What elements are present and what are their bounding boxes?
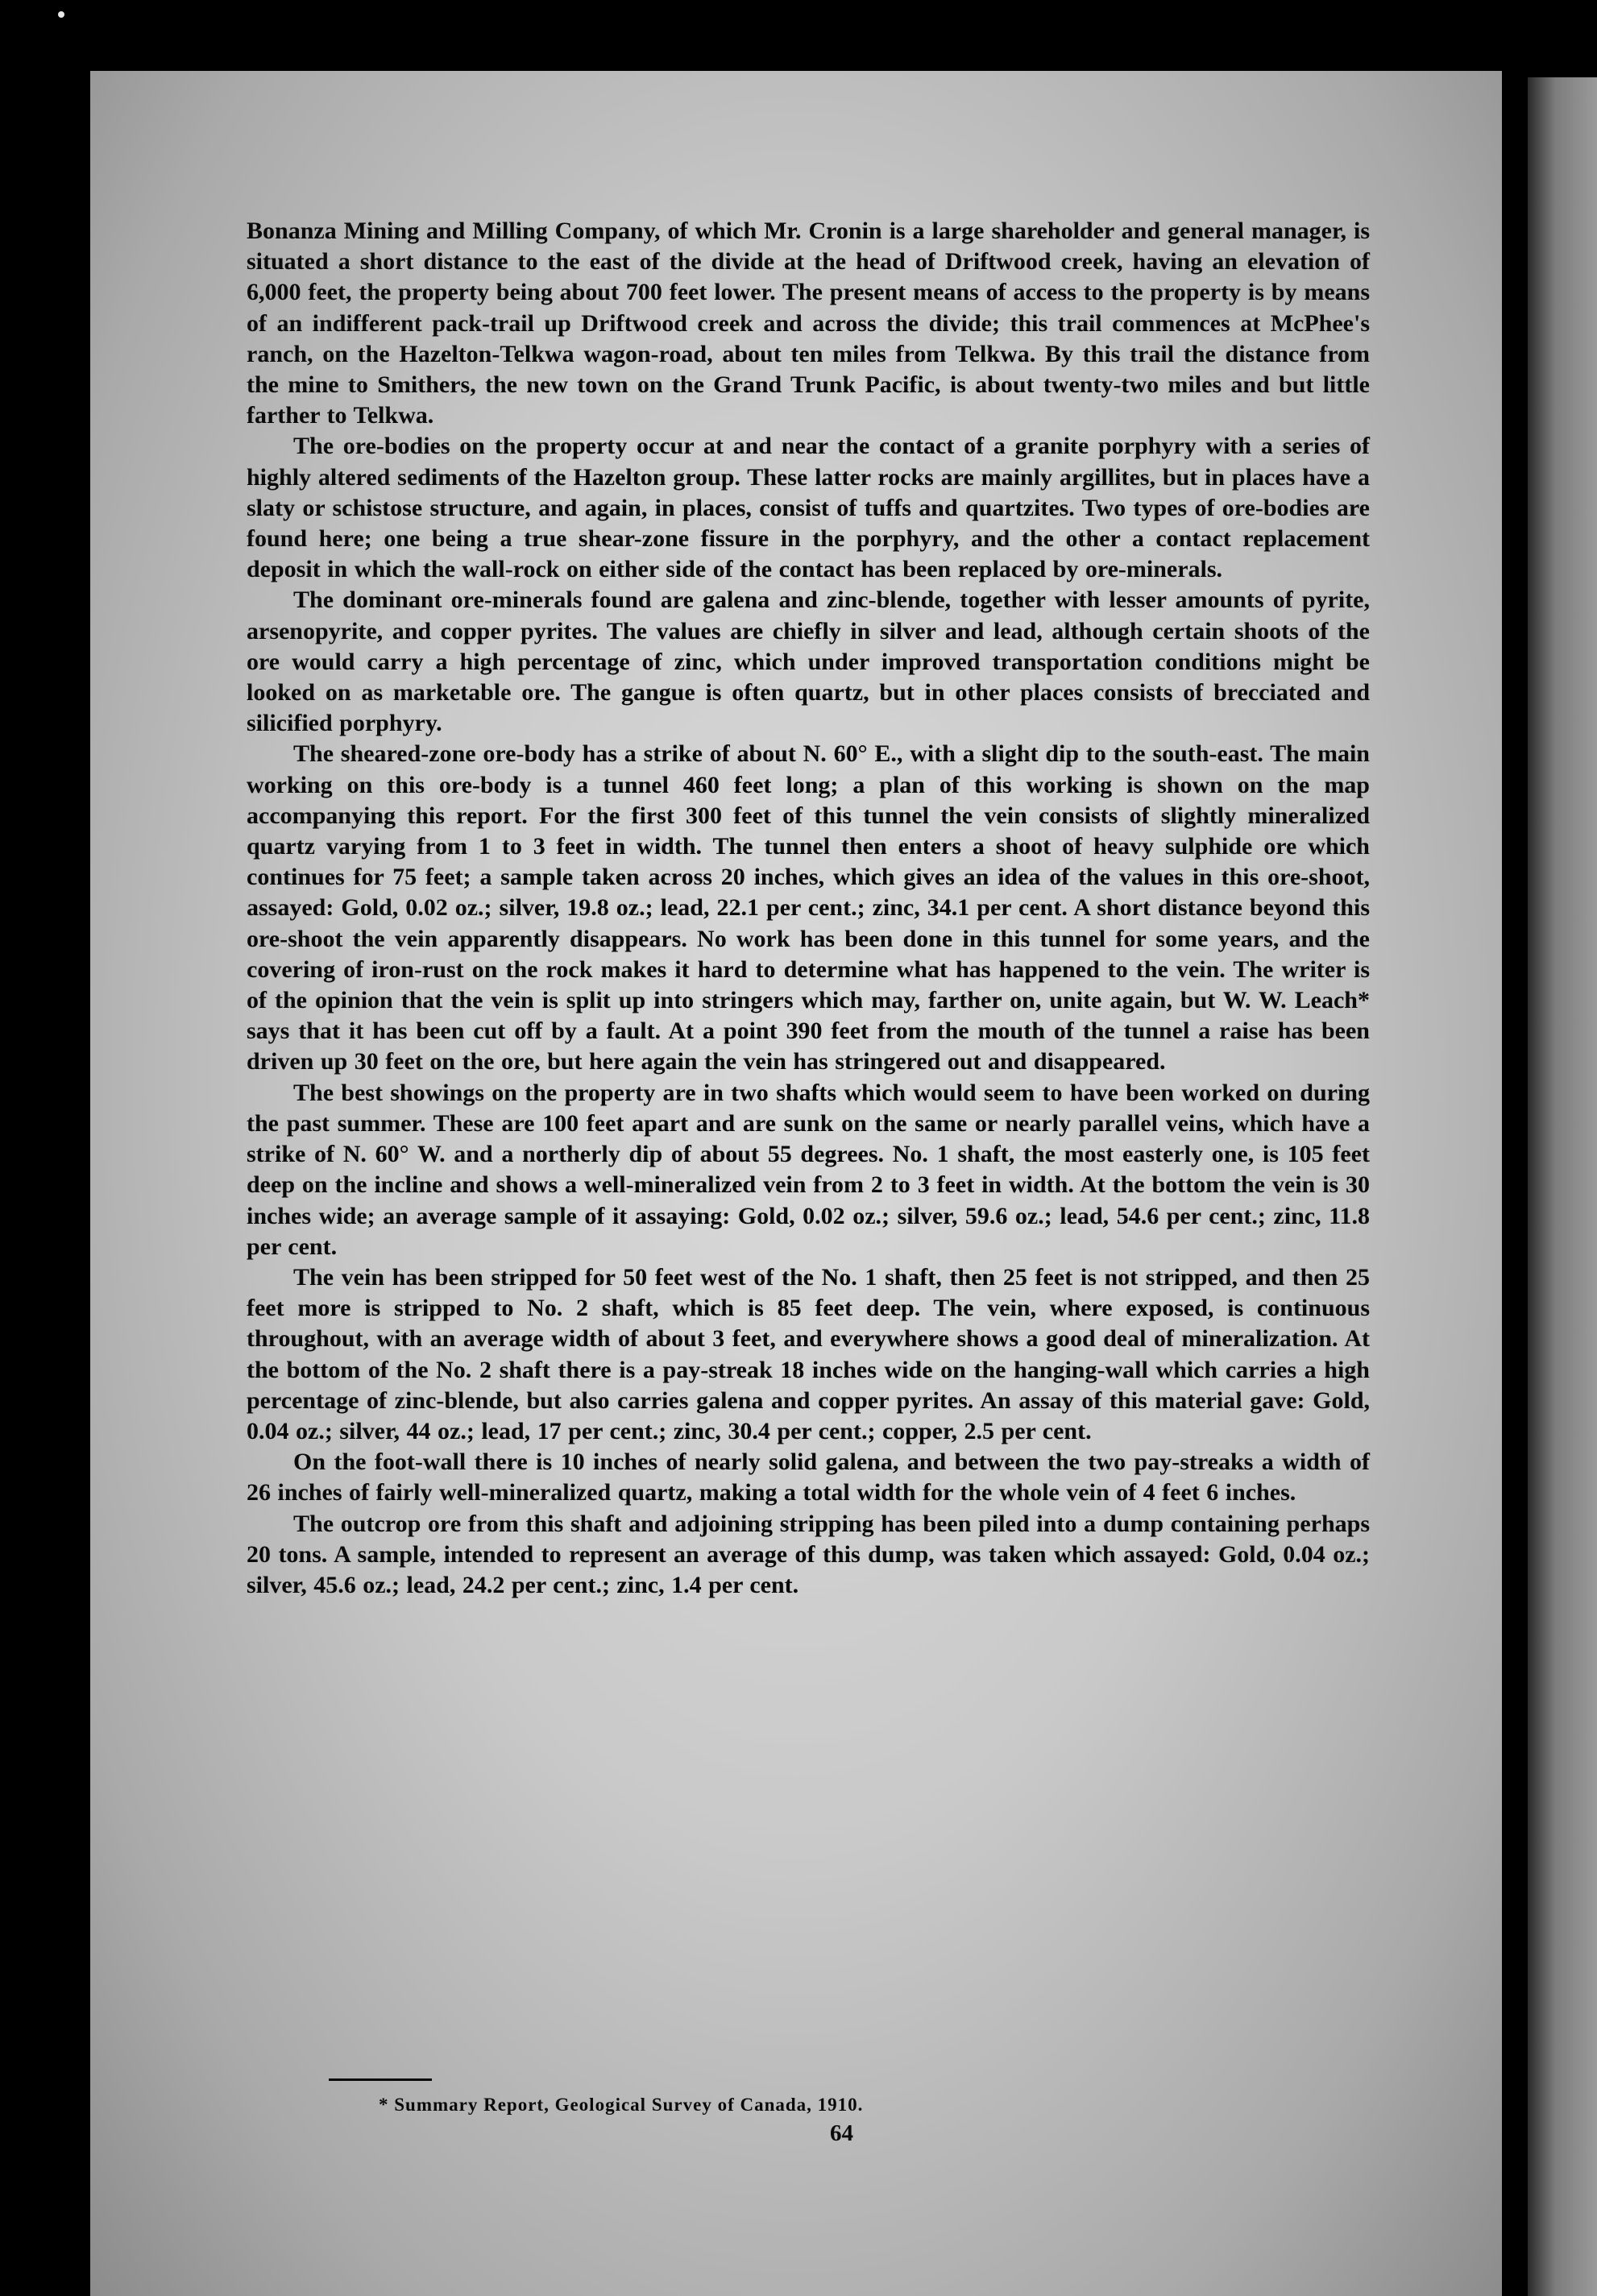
paragraph-shafts: The best showings on the property are in two shafts which would seem to have been worked on during the past summer. These are 100 feet apart and are sunk on the same or nearly parallel veins, which have a strike of N. 60° W. and a northerly dip of about 55 degrees. No. 1 shaft, the most easterly one, is 105 feet deep on the incline and shows a well-mineralized vein from 2 to 3 feet in width. At the bottom the vein is 30 inches wide; an average sample of it assaying: Gold, 0.02 oz.; silver, 59.6 oz.; lead, 54.6 per cent.; zinc, 11.8 per cent.	[247, 1079, 1370, 1260]
scan-speck	[58, 11, 64, 18]
facing-page-edge	[1528, 77, 1597, 2296]
paragraph-ore-minerals: The dominant ore-minerals found are galena and zinc-blende, together with lesser amounts of pyrite, arsenopyrite, and copper pyrites. The values are chiefly in silver and lead, although certain shoots of the ore would carry a high percentage of zinc, which under improved transportation conditions might be looked on as marketable ore. The gangue is often quartz, but in other places consists of brecciated and silicified porphyry.	[247, 586, 1370, 737]
paragraph-ore-bodies: The ore-bodies on the property occur at and near the contact of a granite porphyry with a series of highly altered sediments of the Hazelton group. These latter rocks are mainly argillites, but in places have a slaty or schistose structure, and again, in places, consist of tuffs and quartzites. Two types of ore-bodies are found here; one being a true shear-zone fissure in the porphyry, and the other a contact replacement deposit in which the wall-rock on either side of the contact has been replaced by ore-minerals.	[247, 433, 1370, 583]
paragraph-sheared-zone: The sheared-zone ore-body has a strike of about N. 60° E., with a slight dip to the south-east. The main working on this ore-body is a tunnel 460 feet long; a plan of this working is shown on the map accompanying this report. For the first 300 feet of this tunnel the vein consists of slightly mineralized quartz varying from 1 to 3 feet in width. The tunnel then enters a shoot of heavy sulphide ore which continues for 75 feet; a sample taken across 20 inches, which gives an idea of the values in this ore-shoot, assayed: Gold, 0.02 oz.; silver, 19.8 oz.; lead, 22.1 per cent.; zinc, 34.1 per cent. A short distance beyond this ore-shoot the vein apparently disappears. No work has been done in this tunnel for some years, and the covering of iron-rust on the rock makes it hard to determine what has happened to the vein. The writer is of the opinion that the vein is split up into stringers which may, farther on, unite again, but W. W. Leach* says that it has been cut off by a fault. At a point 390 feet from the mouth of the tunnel a raise has been driven up 30 feet on the ore, but here again the vein has stringered out and disappeared.	[247, 740, 1370, 1075]
page-number: 64	[830, 2120, 853, 2146]
footnote-divider	[329, 2078, 432, 2081]
paragraph-bonanza-company: Bonanza Mining and Milling Company, of which Mr. Cronin is a large shareholder and general manager, is situated a short distance to the east of the divide at the head of Driftwood creek, having an elevation of 6,000 feet, the property being about 700 feet lower. The present means of access to the property is by means of an indifferent pack-trail up Driftwood creek and across the divide; this trail commences at McPhee's ranch, on the Hazelton-Telkwa wagon-road, about ten miles from Telkwa. By this trail the distance from the mine to Smithers, the new town on the Grand Trunk Pacific, is about twenty-two miles and but little farther to Telkwa.	[247, 218, 1370, 429]
body-text	[247, 216, 1370, 1601]
paragraph-foot-wall: On the foot-wall there is 10 inches of nearly solid galena, and between the two pay-streaks a width of 26 inches of fairly well-mineralized quartz, making a total width for the whole vein of 4 feet 6 inches.	[247, 1448, 1370, 1506]
footnote: * Summary Report, Geological Survey of Canada, 1910.	[379, 2095, 864, 2115]
paragraph-outcrop-dump: The outcrop ore from this shaft and adjoining stripping has been piled into a dump containing perhaps 20 tons. A sample, intended to represent an average of this dump, was taken which assayed: Gold, 0.04 oz.; silver, 45.6 oz.; lead, 24.2 per cent.; zinc, 1.4 per cent.	[247, 1510, 1370, 1598]
paragraph-vein-stripping: The vein has been stripped for 50 feet west of the No. 1 shaft, then 25 feet is not stripped, and then 25 feet more is stripped to No. 2 shaft, which is 85 feet deep. The vein, where exposed, is continuous throughout, with an average width of about 3 feet, and everywhere shows a good deal of mineralization. At the bottom of the No. 2 shaft there is a pay-streak 18 inches wide on the hanging-wall which carries a high percentage of zinc-blende, but also carries galena and copper pyrites. An assay of this material gave: Gold, 0.04 oz.; silver, 44 oz.; lead, 17 per cent.; zinc, 30.4 per cent.; copper, 2.5 per cent.	[247, 1263, 1370, 1444]
